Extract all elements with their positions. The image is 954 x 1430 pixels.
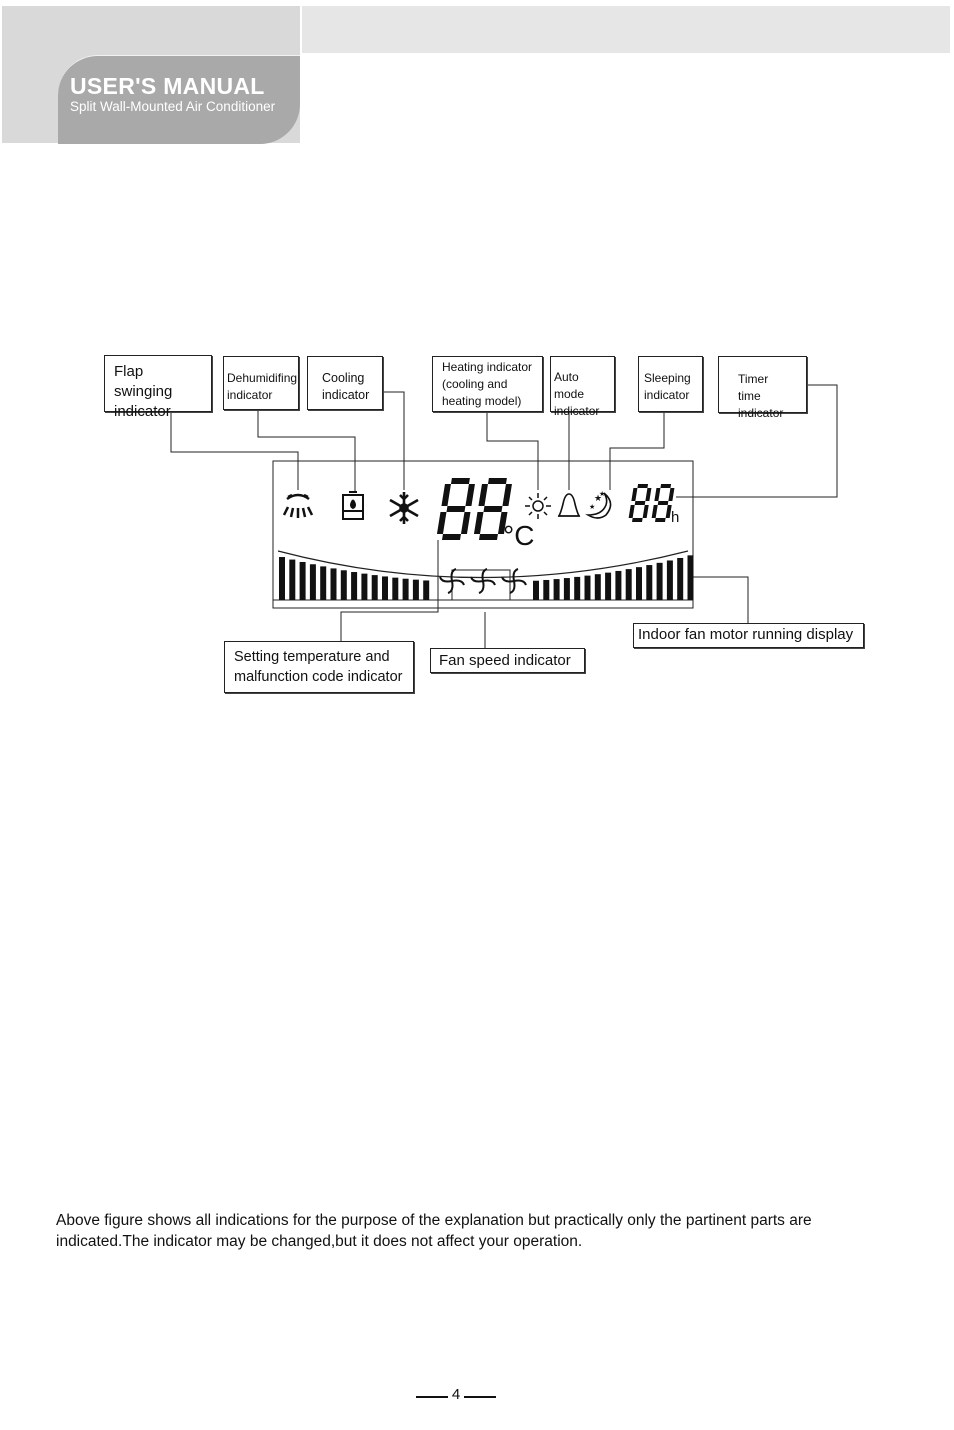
motor-bar [636, 567, 642, 600]
motor-bar [564, 578, 570, 600]
snowflake-icon [390, 492, 418, 524]
digit-segment [474, 512, 484, 534]
label-sleeping: Sleeping indicator [638, 356, 703, 412]
motor-bar [595, 574, 601, 600]
motor-bar [392, 578, 398, 600]
motor-bar [341, 570, 347, 600]
svg-text:★: ★ [594, 494, 603, 504]
digit-segment [437, 512, 447, 534]
digit-segment [637, 484, 648, 488]
motor-bar [615, 571, 621, 600]
motor-bar [403, 579, 409, 600]
digit-segment [655, 518, 666, 522]
motor-bar [289, 560, 295, 600]
motor-bar [626, 569, 632, 600]
manual-subtitle: Split Wall-Mounted Air Conditioner [70, 99, 276, 114]
page-number: 4 [416, 1386, 496, 1406]
digit-segment [658, 501, 669, 505]
dehumidify-icon [343, 492, 363, 519]
motor-bar [279, 557, 285, 600]
motor-bar [605, 573, 611, 600]
motor-bar [533, 581, 539, 600]
setting-temperature-digits [437, 478, 512, 540]
fan-speed-icons [440, 569, 526, 593]
timer-digits [629, 484, 675, 522]
digit-segment [465, 484, 475, 506]
motor-bar [646, 565, 652, 600]
label-flap-swinging: Flap swinging indicator [104, 355, 212, 412]
svg-text:★: ★ [599, 490, 606, 498]
motor-bar [688, 555, 694, 600]
motor-bar [657, 563, 663, 600]
label-heating: Heating indicator (cooling and heating model) [432, 356, 543, 412]
motor-bar [554, 579, 560, 600]
motor-bar [372, 575, 378, 600]
auto-mode-icon [558, 494, 580, 516]
fan-icon [440, 569, 464, 593]
digit-segment [631, 488, 637, 501]
fan-icon [471, 569, 495, 593]
motor-bar [300, 562, 306, 600]
fan-icon [502, 569, 526, 593]
digit-segment [629, 505, 635, 518]
label-auto-mode: Auto mode indicator [550, 356, 615, 412]
digit-segment [652, 505, 658, 518]
motor-bar [423, 580, 429, 600]
digit-segment [660, 484, 671, 488]
digit-segment [654, 488, 660, 501]
digit-segment [643, 505, 649, 518]
explanation-note: Above figure shows all indications for the purpose of the explanation but practically only the partinent parts are indicated.The indicator may be changed,but it does not affect your operation. [56, 1212, 812, 1250]
motor-bar [413, 580, 419, 600]
flap-swing-icon [284, 495, 312, 518]
label-setting-temperature: Setting temperature and malfunction code indicator [224, 641, 414, 693]
timer-hour-unit: h [671, 509, 680, 526]
sun-icon [525, 493, 551, 519]
digit-segment [446, 506, 465, 512]
motor-bar [310, 564, 316, 600]
motor-bar [320, 566, 326, 600]
motor-bar [382, 576, 388, 600]
digit-segment [668, 488, 674, 501]
digit-segment [479, 534, 498, 540]
manual-title: USER'S MANUAL [70, 73, 265, 99]
label-fan-speed: Fan speed indicator [430, 648, 585, 673]
label-timer-time: Timer time indicator [718, 356, 807, 413]
motor-bar [331, 568, 337, 600]
motor-bar [361, 574, 367, 600]
motor-bar [585, 576, 591, 600]
motor-bar [677, 558, 683, 600]
label-indoor-fan-motor: Indoor fan motor running display [633, 623, 864, 648]
digit-segment [441, 484, 451, 506]
svg-text:★: ★ [589, 503, 596, 511]
motor-bar [667, 560, 673, 600]
motor-bar [351, 572, 357, 600]
label-cooling: Cooling indicator [307, 356, 383, 410]
label-dehumidifing: Dehumidifing indicator [223, 356, 299, 410]
digit-segment [488, 478, 507, 484]
sleeping-moon-icon [588, 490, 611, 518]
digit-segment [645, 488, 651, 501]
digit-segment [451, 478, 470, 484]
digit-segment [483, 506, 502, 512]
motor-bar [574, 577, 580, 600]
digit-segment [632, 518, 643, 522]
digit-segment [635, 501, 646, 505]
celsius-unit: °C [503, 520, 535, 551]
digit-segment [478, 484, 488, 506]
digit-segment [442, 534, 461, 540]
digit-segment [461, 512, 471, 534]
digit-segment [502, 484, 512, 506]
motor-bar [543, 580, 549, 600]
